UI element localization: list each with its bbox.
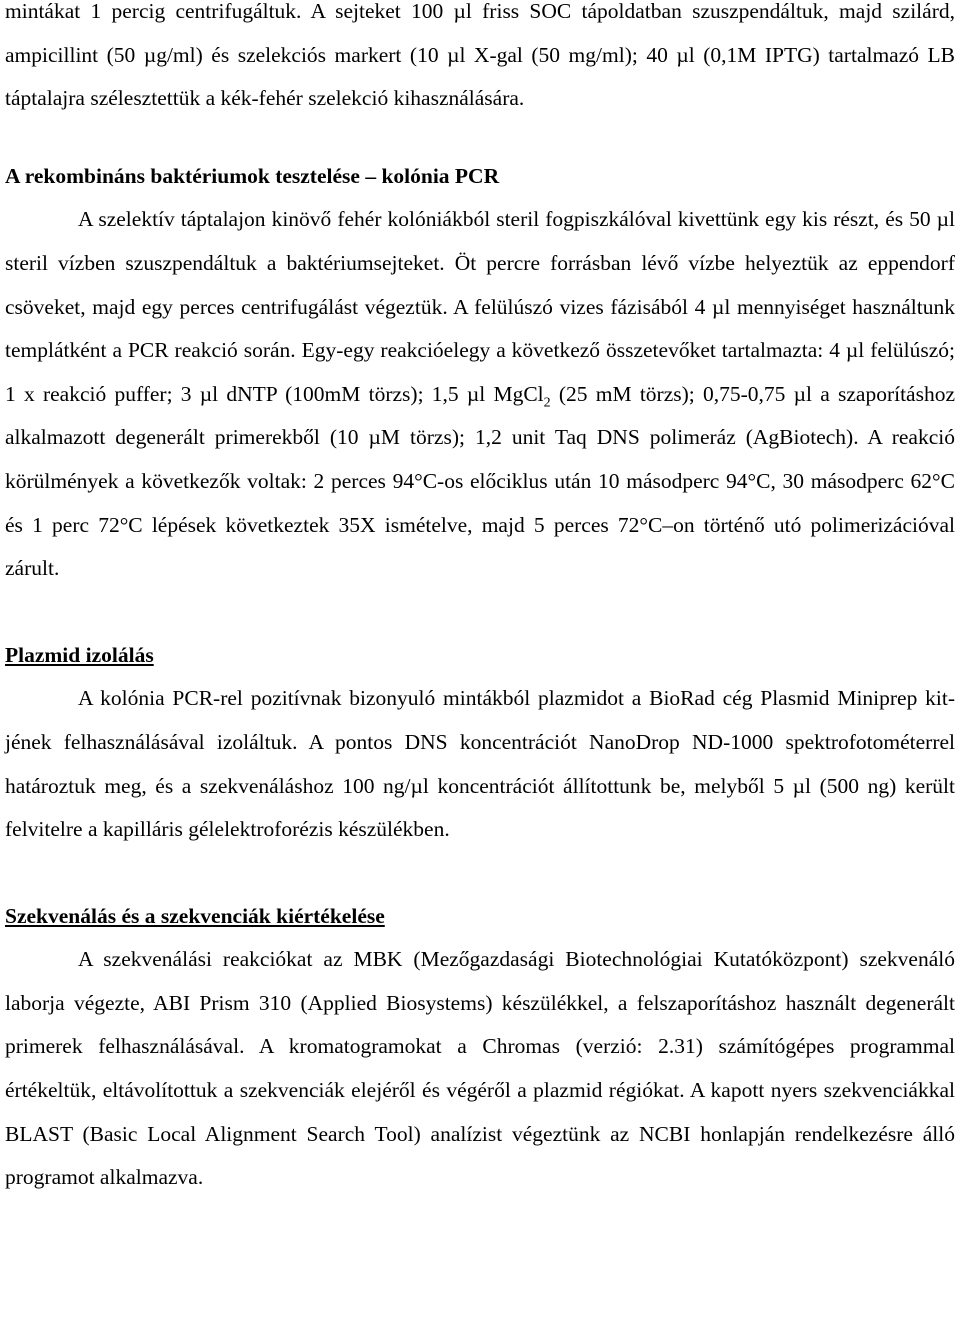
plasmid-heading-text: Plazmid izolálás: [5, 642, 154, 667]
plasmid-paragraph: A kolónia PCR-rel pozitívnak bizonyuló mintákból plazmidot a BioRad cég Plasmid Miniprep kit-jének felhasználásával izoláltuk. A pontos DNS koncentrációt NanoDrop ND-1000 spektrofotométerrel határoztuk meg, és a szekvenáláshoz 100 ng/µl koncentrációt állítottunk be, melyből 5 µl (500 ng) került felvitelre a kapilláris gélelektroforézis készülékben.: [5, 686, 955, 842]
document-page: [5, 0, 955, 1200]
mgcl-subscript: 2: [543, 395, 551, 411]
pcr-text-part-2: (25 mM törzs); 0,75-0,75 µl a szaporításhoz alkalmazott degenerált primerekből (10 µM törzs); 1,2 unit Taq DNS polimeráz (AgBiotech). A reakció körülmények a következők voltak: 2 perces 94°C-os előciklus után 10 másodperc 94°C, 30 másodperc 62°C és 1 perc 72°C lépések következtek 35X ismételve, majd 5 perces 72°C–on történő utó polimerizációval zárult.: [5, 381, 955, 581]
section-spacer: [5, 852, 955, 895]
pcr-text-part-1: A szelektív táptalajon kinövő fehér kolóniákból steril fogpiszkálóval kivettünk egy kis részt, és 50 µl steril vízben szuszpendáltuk a baktériumsejteket. Öt percre forrásban lévő vízbe helyeztük az eppendorf csöveket, majd egy perces centrifugálást végeztük. A felülúszó vizes fázisából 4 µl mennyiséget használtunk templátként a PCR reakció során. Egy-egy reakcióelegy a következő összetevőket tartalmazta: 4 µl felülúszó; 1 x reakció puffer; 3 µl dNTP (100mM törzs); 1,5 µl MgCl: [5, 207, 955, 406]
plasmid-section-heading: [5, 634, 955, 678]
intro-paragraph: mintákat 1 percig centrifugáltuk. A sejteket 100 µl friss SOC tápoldatban szuszpendáltuk, majd szilárd, ampicillint (50 µg/ml) és szelekciós markert (10 µl X-gal (50 mg/ml); 40 µl (0,1M IPTG) tartalmazó LB táptalajra szélesztettük a kék-fehér szelekció kihasználására.: [5, 0, 955, 111]
sequencing-section-heading: [5, 895, 955, 939]
sequencing-heading-text: Szekvenálás és a szekvenciák kiértékelése: [5, 903, 385, 928]
pcr-section-heading: A rekombináns baktériumok tesztelése – kolónia PCR: [5, 163, 500, 188]
section-spacer: [5, 121, 955, 155]
pcr-paragraph: [5, 198, 955, 590]
section-spacer: [5, 591, 955, 634]
sequencing-paragraph: A szekvenálási reakciókat az MBK (Mezőgazdasági Biotechnológiai Kutatóközpont) szekvenáló laborja végezte, ABI Prism 310 (Applied Biosystems) készülékkel, a felszaporításhoz használt degenerált primerek felhasználásával. A kromatogramokat a Chromas (verzió: 2.31) számítógépes programmal értékeltük, eltávolítottuk a szekvenciák elejéről és végéről a plazmid régiókat. A kapott nyers szekvenciákkal BLAST (Basic Local Alignment Search Tool) analízist végeztünk az NCBI honlapján rendelkezésre álló programot alkalmazva.: [5, 947, 955, 1190]
